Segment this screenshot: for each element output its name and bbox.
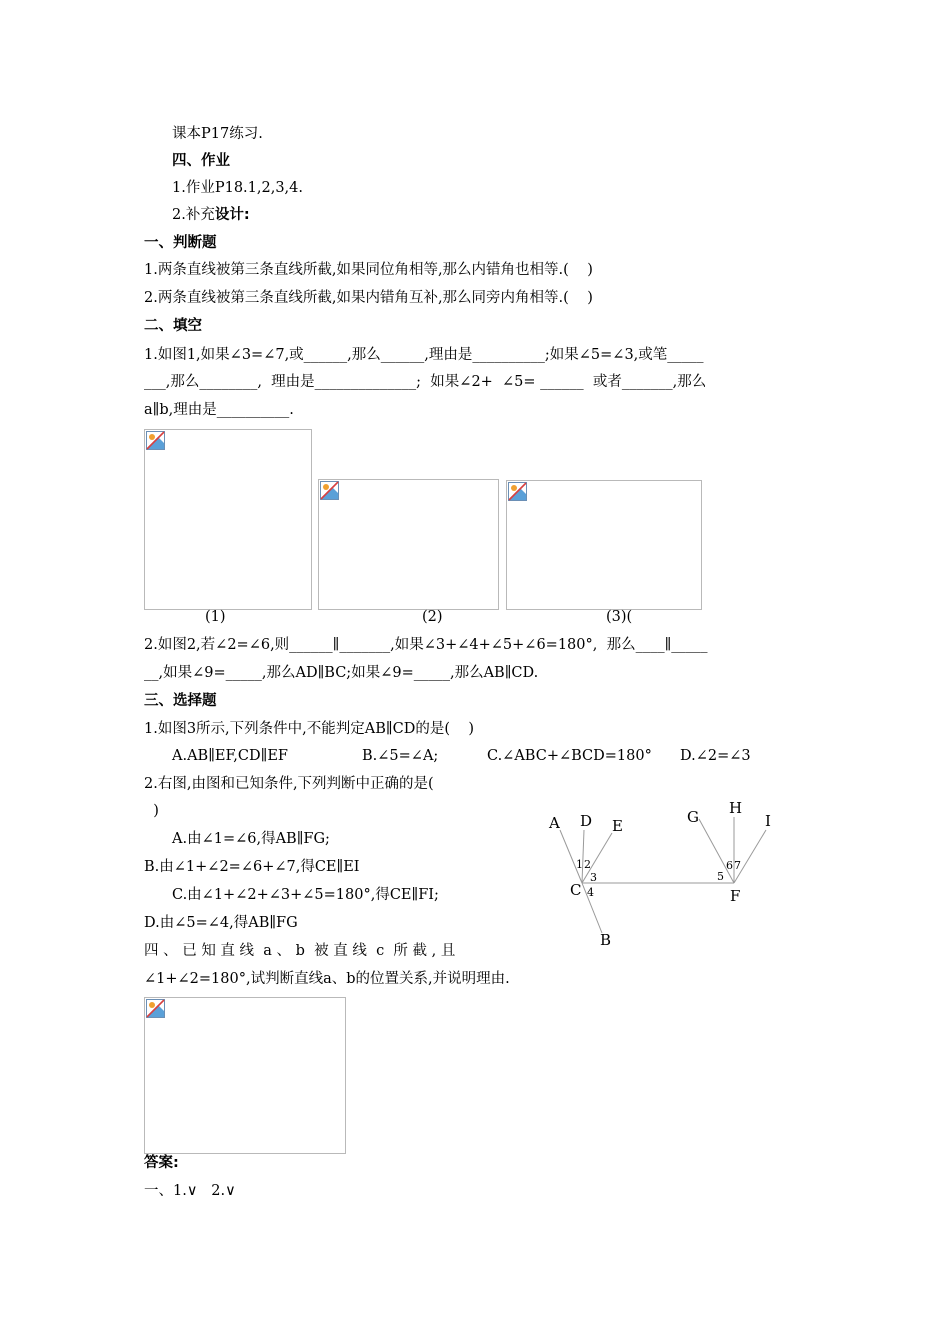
question-line: 2.右图,由图和已知条件,下列判断中正确的是( (144, 776, 434, 792)
angle-4: 4 (587, 886, 594, 899)
figure-3-placeholder (506, 480, 702, 610)
question-line: 1.两条直线被第三条直线所截,如果同位角相等,那么内错角也相等.( ) (144, 262, 593, 278)
section-heading: 二、填空 (144, 318, 202, 334)
option-c: C.由∠1+∠2+∠3+∠5=180°,得CE∥FI; (172, 887, 439, 903)
figure-4-placeholder (144, 997, 346, 1154)
angle-7: 7 (734, 859, 741, 872)
option-a: A.AB∥EF,CD∥EF (172, 748, 288, 764)
broken-image-icon (146, 999, 165, 1018)
figure-caption: (2) (422, 609, 443, 625)
label-e: E (612, 817, 623, 835)
angle-6: 6 (726, 859, 733, 872)
question-line: __,如果∠9=_____,那么AD∥BC;如果∠9=_____,那么AB∥CD. (144, 665, 539, 681)
section-heading: 四、作业 (172, 153, 230, 169)
option-d: D.由∠5=∠4,得AB∥FG (144, 915, 298, 931)
label-d: D (580, 812, 593, 830)
label-h: H (729, 799, 743, 817)
text-span: 2.补充 (172, 207, 215, 223)
question-line: ___,那么________, 理由是______________; 如果∠2+ ∠5= ______ 或者_______,那么 (144, 374, 707, 390)
figure-1-placeholder (144, 429, 312, 610)
angle-3: 3 (590, 871, 597, 884)
section-heading: 一、判断题 (144, 235, 217, 251)
text-line: 课本P17练习. (172, 126, 263, 142)
option-a: A.由∠1=∠6,得AB∥FG; (172, 831, 330, 847)
text-line: 1.作业P18.1,2,3,4. (172, 180, 303, 196)
label-f: F (730, 887, 741, 905)
question-line: 四 、 已 知 直 线 a 、 b 被 直 线 c 所 截 , 且 (144, 943, 456, 959)
label-g: G (687, 808, 699, 826)
question-line: 2.两条直线被第三条直线所截,如果内错角互补,那么同旁内角相等.( ) (144, 290, 593, 306)
angle-1: 1 (576, 858, 583, 871)
answer-heading: 答案: (144, 1155, 179, 1171)
question-line: 1.如图1,如果∠3=∠7,或______,那么______,理由是__________;如果∠5=∠3,或笔_____ (144, 347, 704, 363)
section-heading: 三、选择题 (144, 693, 217, 709)
option-b: B.∠5=∠A; (362, 748, 439, 764)
figure-caption: (1) (205, 609, 226, 625)
geometry-figure (540, 795, 790, 955)
text-line (172, 205, 250, 225)
option-d: D.∠2=∠3 (680, 748, 751, 764)
option-b: B.由∠1+∠2=∠6+∠7,得CE∥EI (144, 859, 360, 875)
angle-2: 2 (584, 858, 591, 871)
label-c: C (570, 881, 582, 899)
answer-line: 一、1.∨ 2.∨ (144, 1183, 236, 1199)
broken-image-icon (146, 431, 165, 450)
label-a: A (549, 814, 560, 832)
figure-caption: (3)( (606, 609, 633, 625)
figure-2-placeholder (318, 479, 499, 610)
label-i: I (765, 812, 771, 830)
question-line: a∥b,理由是__________. (144, 402, 294, 418)
option-c: C.∠ABC+∠BCD=180° (487, 748, 652, 764)
question-line: ) (144, 803, 159, 819)
text-span-bold: 设计: (214, 207, 250, 223)
broken-image-icon (320, 481, 339, 500)
question-line: 1.如图3所示,下列条件中,不能判定AB∥CD的是( ) (144, 721, 475, 737)
question-line: ∠1+∠2=180°,试判断直线a、b的位置关系,并说明理由. (144, 971, 510, 987)
angle-5: 5 (717, 870, 724, 883)
question-line: 2.如图2,若∠2=∠6,则______∥_______,如果∠3+∠4+∠5+∠6=180°, 那么____∥_____ (144, 637, 708, 653)
label-b: B (600, 931, 612, 949)
broken-image-icon (508, 482, 527, 501)
